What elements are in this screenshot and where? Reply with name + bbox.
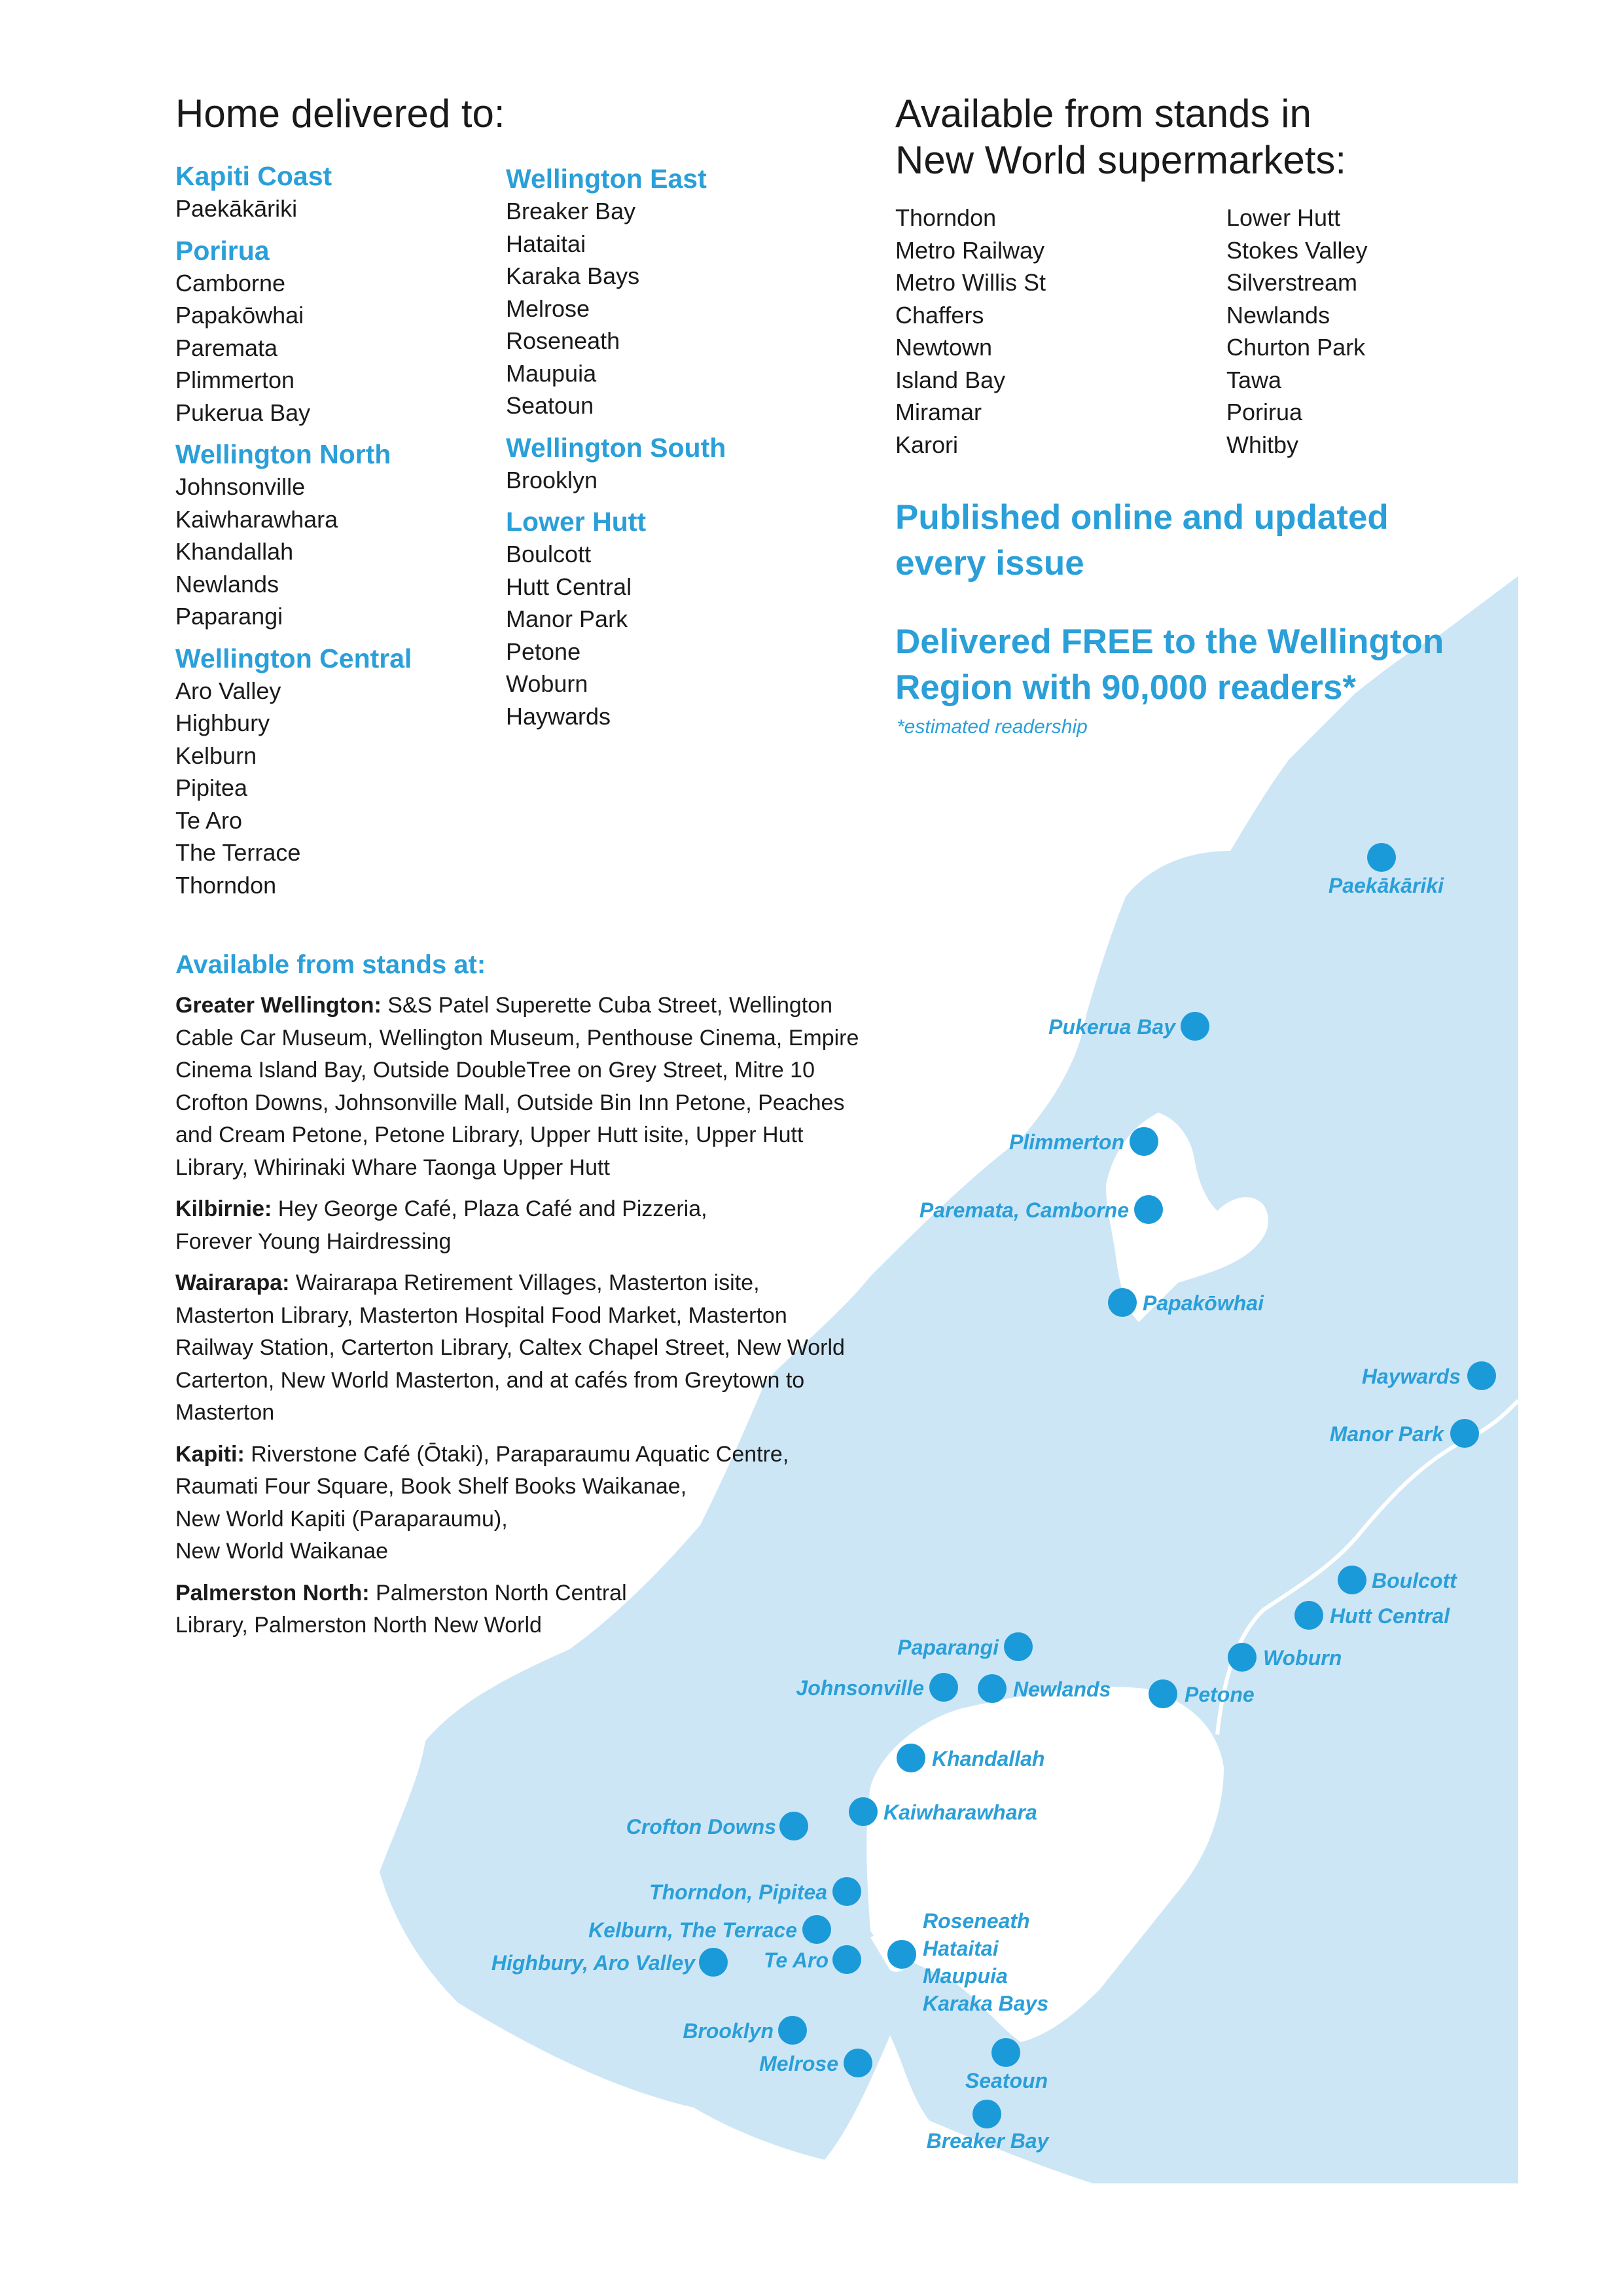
place-item: Papakōwhai bbox=[175, 302, 304, 329]
stands-line: Crofton Downs, Johnsonville Mall, Outside Bin Inn Petone, Peaches bbox=[175, 1090, 845, 1115]
stands-line: Library, Whirinaki Whare Taonga Upper Hutt bbox=[175, 1155, 610, 1180]
location-dot bbox=[972, 2100, 1001, 2128]
stands-title: Available from stands at: bbox=[175, 950, 486, 979]
map-label: Te Aro bbox=[764, 1948, 829, 1972]
stands-line: Cable Car Museum, Wellington Museum, Penthouse Cinema, Empire bbox=[175, 1025, 859, 1050]
store-item: Porirua bbox=[1226, 399, 1303, 425]
map-label: Papakōwhai bbox=[1143, 1291, 1264, 1315]
promo-published-line1: Published online and updated bbox=[895, 498, 1389, 537]
place-item: Hutt Central bbox=[506, 573, 632, 600]
map-label: Manor Park bbox=[1329, 1422, 1444, 1446]
map-label: Newlands bbox=[1013, 1677, 1111, 1701]
stands-area-label: Palmerston North: bbox=[175, 1580, 370, 1605]
map-label: Karaka Bays bbox=[923, 1992, 1049, 2015]
map-label: Brooklyn bbox=[683, 2019, 774, 2043]
store-item: Miramar bbox=[895, 399, 982, 425]
place-item: Manor Park bbox=[506, 605, 628, 632]
place-item: Paremata bbox=[175, 334, 278, 361]
stands-line: S&S Patel Superette Cuba Street, Wellington bbox=[381, 993, 833, 1018]
location-dot bbox=[1338, 1566, 1366, 1594]
region-heading: Wellington Central bbox=[175, 643, 412, 673]
map-label: Paremata, Camborne bbox=[919, 1198, 1129, 1222]
new-world-title-line1: Available from stands in bbox=[895, 92, 1311, 135]
stands-paragraph bbox=[175, 1193, 915, 1258]
map-label: Paparangi bbox=[897, 1636, 999, 1659]
place-item: Paparangi bbox=[175, 603, 283, 630]
region-group bbox=[175, 438, 490, 633]
store-item: Metro Railway bbox=[895, 236, 1045, 264]
map-label: Kaiwharawhara bbox=[883, 1801, 1037, 1824]
place-item: Pukerua Bay bbox=[175, 399, 311, 426]
location-dot bbox=[849, 1797, 878, 1826]
map-label: Haywards bbox=[1361, 1365, 1461, 1388]
store-item: Metro Willis St bbox=[895, 269, 1046, 296]
location-dot bbox=[1004, 1632, 1033, 1661]
map-label: Plimmerton bbox=[1008, 1130, 1124, 1154]
map-label: Crofton Downs bbox=[626, 1815, 776, 1839]
map-label: Woburn bbox=[1263, 1646, 1342, 1670]
stands-paragraph bbox=[175, 1267, 915, 1429]
stands-line: Wairarapa Retirement Villages, Masterton isite, bbox=[289, 1270, 760, 1295]
stands-line: Masterton Library, Masterton Hospital Food Market, Masterton bbox=[175, 1302, 787, 1328]
new-world-col1 bbox=[895, 202, 1209, 461]
location-dot bbox=[991, 2038, 1020, 2067]
store-item: Lower Hutt bbox=[1226, 204, 1341, 231]
stands-line: Carterton, New World Masterton, and at cafés from Greytown to bbox=[175, 1367, 805, 1393]
place-item: Plimmerton bbox=[175, 367, 295, 393]
store-item: Newlands bbox=[1226, 301, 1330, 329]
stands-line: Hey George Café, Plaza Café and Pizzeria, bbox=[272, 1196, 707, 1221]
place-item: Hataitai bbox=[506, 230, 586, 257]
stands-line: and Cream Petone, Petone Library, Upper Hutt isite, Upper Hutt bbox=[175, 1122, 804, 1147]
place-item: Roseneath bbox=[506, 327, 620, 354]
stands-paragraph bbox=[175, 1439, 915, 1568]
readership-footnote: *estimated readership bbox=[897, 716, 1088, 738]
location-dot bbox=[887, 1940, 916, 1969]
location-dot bbox=[1130, 1127, 1158, 1156]
stands-paragraph bbox=[175, 1577, 915, 1642]
stands-line: Raumati Four Square, Book Shelf Books Waikanae, bbox=[175, 1474, 687, 1499]
map-label: Petone bbox=[1185, 1683, 1255, 1706]
place-item: Camborne bbox=[175, 269, 286, 296]
location-dot bbox=[1228, 1643, 1257, 1672]
place-item: Haywards bbox=[506, 702, 611, 730]
map-label: Breaker Bay bbox=[926, 2129, 1049, 2153]
place-item: Melrose bbox=[506, 295, 590, 322]
map-label: Hataitai bbox=[923, 1937, 999, 1960]
store-item: Thorndon bbox=[895, 204, 997, 231]
promo-delivered bbox=[895, 619, 1444, 711]
place-item: Kelburn bbox=[175, 742, 257, 769]
location-dot bbox=[844, 2049, 872, 2077]
place-item: Kaiwharawhara bbox=[175, 505, 338, 533]
location-dot bbox=[778, 2016, 807, 2045]
location-dot bbox=[1181, 1012, 1209, 1041]
map-label: Hutt Central bbox=[1330, 1604, 1450, 1628]
region-heading: Porirua bbox=[175, 235, 270, 266]
place-item: Breaker Bay bbox=[506, 198, 636, 224]
stands-line: New World Kapiti (Paraparaumu), bbox=[175, 1506, 508, 1532]
location-dot bbox=[929, 1673, 958, 1702]
map-label: Paekākāriki bbox=[1328, 874, 1444, 897]
stands-line: Riverstone Café (Ōtaki), Paraparaumu Aquatic Centre, bbox=[244, 1441, 789, 1467]
location-dot bbox=[779, 1812, 808, 1840]
place-item: Maupuia bbox=[506, 359, 597, 387]
place-item: Woburn bbox=[506, 670, 588, 697]
store-item: Whitby bbox=[1226, 431, 1299, 458]
stands-area-label: Kapiti: bbox=[175, 1441, 245, 1467]
new-world-col2 bbox=[1226, 202, 1541, 461]
store-item: Stokes Valley bbox=[1226, 236, 1368, 264]
store-item: Tawa bbox=[1226, 366, 1282, 393]
location-dot bbox=[1294, 1601, 1323, 1630]
region-group bbox=[506, 162, 820, 422]
home-delivered-col2 bbox=[506, 162, 820, 742]
map-label: Highbury, Aro Valley bbox=[491, 1951, 695, 1975]
region-heading: Wellington South bbox=[506, 432, 726, 463]
store-item: Silverstream bbox=[1226, 269, 1358, 296]
place-item: Paekākāriki bbox=[175, 195, 298, 222]
stands-line: Library, Palmerston North New World bbox=[175, 1613, 542, 1638]
stands-area-label: Kilbirnie: bbox=[175, 1196, 272, 1221]
map-label: Seatoun bbox=[965, 2069, 1048, 2092]
region-group bbox=[175, 642, 490, 902]
promo-delivered-line2: Region with 90,000 readers* bbox=[895, 668, 1357, 707]
place-item: Brooklyn bbox=[506, 466, 598, 493]
promo-published bbox=[895, 495, 1389, 586]
promo-delivered-line1: Delivered FREE to the Wellington bbox=[895, 622, 1444, 661]
place-item: Highbury bbox=[175, 709, 270, 736]
region-heading: Kapiti Coast bbox=[175, 161, 332, 191]
store-item: Newtown bbox=[895, 334, 993, 361]
stands-line: Palmerston North Central bbox=[369, 1580, 627, 1605]
map-label: Kelburn, The Terrace bbox=[588, 1918, 797, 1942]
place-item: Khandallah bbox=[175, 538, 294, 565]
location-dot bbox=[802, 1915, 831, 1944]
region-group bbox=[506, 431, 820, 497]
location-dot bbox=[897, 1744, 925, 1772]
region-heading: Lower Hutt bbox=[506, 507, 647, 537]
place-item: Johnsonville bbox=[175, 473, 306, 500]
map-label: Boulcott bbox=[1372, 1569, 1457, 1592]
place-item: Boulcott bbox=[506, 541, 592, 567]
place-item: Pipitea bbox=[175, 774, 248, 801]
store-item: Karori bbox=[895, 431, 959, 458]
new-world-title-line2: New World supermarkets: bbox=[895, 138, 1347, 182]
place-item: Thorndon bbox=[175, 871, 277, 899]
location-dot bbox=[1367, 843, 1396, 872]
map-label: Thorndon, Pipitea bbox=[649, 1880, 827, 1904]
place-item: The Terrace bbox=[175, 839, 301, 866]
stands-area-label: Wairarapa: bbox=[175, 1270, 290, 1295]
place-item: Seatoun bbox=[506, 392, 594, 419]
location-dot bbox=[699, 1948, 728, 1977]
home-delivered-col1 bbox=[175, 160, 490, 910]
location-dot bbox=[1108, 1288, 1137, 1317]
location-dot bbox=[1467, 1361, 1496, 1390]
region-heading: Wellington North bbox=[175, 439, 391, 469]
map-label: Roseneath bbox=[923, 1909, 1030, 1933]
location-dot bbox=[1149, 1679, 1177, 1708]
stands-area-label: Greater Wellington: bbox=[175, 993, 382, 1018]
location-dot bbox=[832, 1877, 861, 1906]
stands-list bbox=[175, 990, 915, 1651]
region-group bbox=[506, 505, 820, 732]
place-item: Aro Valley bbox=[175, 677, 281, 704]
stands-paragraph bbox=[175, 990, 915, 1184]
stands-line: Railway Station, Carterton Library, Caltex Chapel Street, New World bbox=[175, 1335, 845, 1360]
store-item: Chaffers bbox=[895, 301, 984, 329]
map-label: Melrose bbox=[759, 2052, 838, 2075]
stands-line: Masterton bbox=[175, 1400, 275, 1425]
store-item: Churton Park bbox=[1226, 334, 1366, 361]
stands-line: Forever Young Hairdressing bbox=[175, 1229, 452, 1254]
location-dot bbox=[1134, 1195, 1163, 1224]
store-item: Island Bay bbox=[895, 366, 1006, 393]
region-group bbox=[175, 234, 490, 429]
place-item: Karaka Bays bbox=[506, 262, 640, 289]
location-dot bbox=[832, 1945, 861, 1974]
place-item: Newlands bbox=[175, 570, 279, 598]
map-label: Maupuia bbox=[923, 1964, 1008, 1988]
map-label: Khandallah bbox=[932, 1747, 1045, 1770]
map-label: Pukerua Bay bbox=[1048, 1015, 1175, 1039]
region-heading: Wellington East bbox=[506, 164, 707, 194]
new-world-title bbox=[895, 90, 1346, 183]
location-dot bbox=[978, 1674, 1007, 1703]
promo-published-line2: every issue bbox=[895, 544, 1084, 583]
place-item: Petone bbox=[506, 637, 581, 665]
map-label: Johnsonville bbox=[796, 1676, 924, 1700]
place-item: Te Aro bbox=[175, 806, 243, 834]
stands-line: New World Waikanae bbox=[175, 1539, 389, 1564]
region-group bbox=[175, 160, 490, 225]
location-dot bbox=[1450, 1419, 1479, 1448]
home-delivered-title: Home delivered to: bbox=[175, 92, 505, 135]
stands-line: Cinema Island Bay, Outside DoubleTree on Grey Street, Mitre 10 bbox=[175, 1058, 815, 1083]
